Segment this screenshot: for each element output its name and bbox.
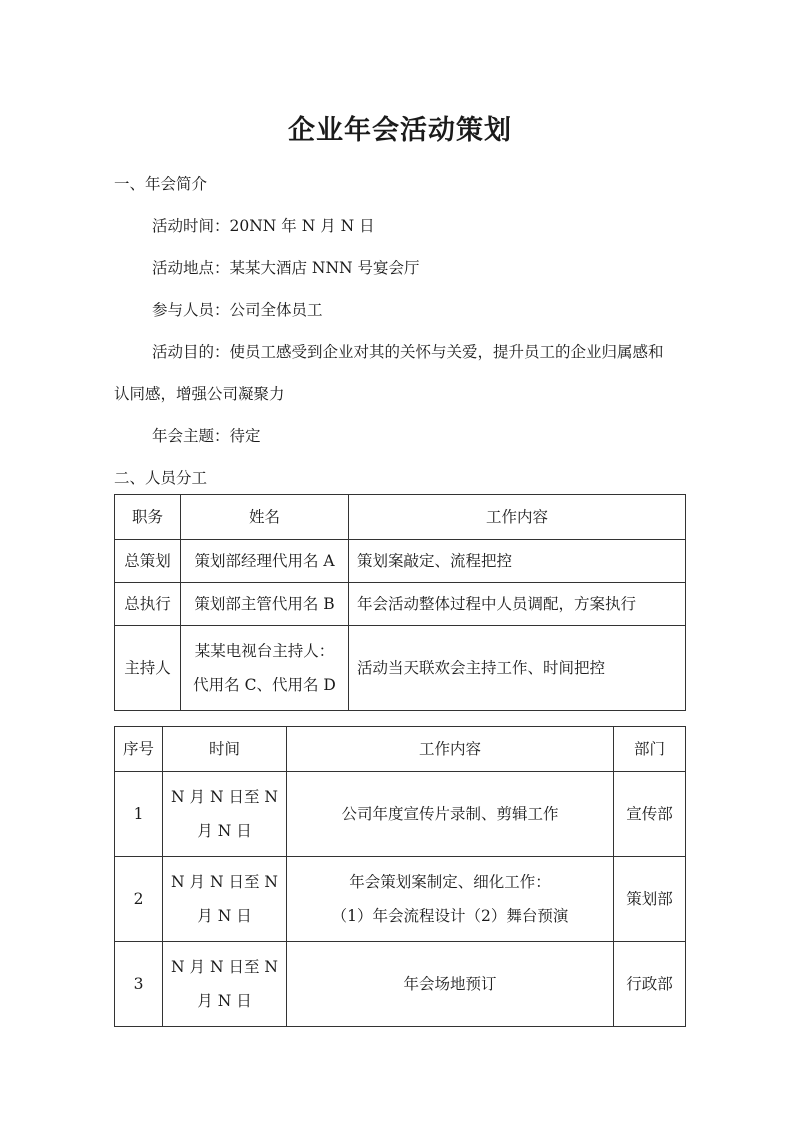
dept-cell: 宣传部 [614,772,686,857]
name-cell [181,626,349,711]
document-title: 企业年会活动策划 [288,115,512,146]
role-cell: 总策划 [115,540,181,583]
work-line: 年会场地预订 [403,975,497,993]
name-line: 代用名 C、代用名 D [193,676,336,694]
column-header-no: 序号 [115,727,163,772]
table-row [115,583,686,626]
work-cell [287,942,614,1027]
time-line: 月 N 日 [197,822,252,840]
activity-time: 活动时间：20NN 年 N 月 N 日 [152,217,375,235]
role-cell: 总执行 [115,583,181,626]
work-cell: 活动当天联欢会主持工作、时间把控 [349,626,686,711]
name-cell: 策划部经理代用名 A [181,540,349,583]
work-cell [287,772,614,857]
time-line: 月 N 日 [197,907,252,925]
dept-cell: 行政部 [614,942,686,1027]
table-row [115,857,686,942]
name-cell: 策划部主管代用名 B [181,583,349,626]
no-cell: 2 [115,857,163,942]
time-cell [163,772,287,857]
dept-cell: 策划部 [614,857,686,942]
work-cell [287,857,614,942]
work-line: 公司年度宣传片录制、剪辑工作 [341,805,559,823]
column-header-name: 姓名 [181,495,349,540]
work-line: 年会策划案制定、细化工作： [349,873,551,891]
table-row [115,540,686,583]
activity-purpose-line2: 认同感，增强公司凝聚力 [114,385,285,403]
schedule-table [114,726,686,1027]
role-cell: 主持人 [115,626,181,711]
time-line: 月 N 日 [197,992,252,1010]
work-line: （1）年会流程设计（2）舞台预演 [331,907,569,925]
time-line: N 月 N 日至 N [171,873,278,891]
table-row [115,942,686,1027]
column-header-role: 职务 [115,495,181,540]
activity-purpose-line1: 活动目的：使员工感受到企业对其的关怀与关爱，提升员工的企业归属感和 [152,343,664,361]
work-cell: 年会活动整体过程中人员调配，方案执行 [349,583,686,626]
column-header-dept: 部门 [614,727,686,772]
table-header-row [115,727,686,772]
column-header-work: 工作内容 [287,727,614,772]
time-cell [163,857,287,942]
no-cell: 1 [115,772,163,857]
column-header-work: 工作内容 [349,495,686,540]
table-row [115,772,686,857]
time-cell [163,942,287,1027]
table-row [115,626,686,711]
section-heading-intro: 一、年会简介 [114,175,208,193]
section-heading-staff: 二、人员分工 [114,469,208,487]
time-line: N 月 N 日至 N [171,788,278,806]
name-line: 某某电视台主持人： [194,642,335,660]
activity-theme: 年会主题：待定 [152,427,261,445]
work-cell: 策划案敲定、流程把控 [349,540,686,583]
table-header-row [115,495,686,540]
column-header-time: 时间 [163,727,287,772]
activity-place: 活动地点：某某大酒店 NNN 号宴会厅 [152,259,420,277]
time-line: N 月 N 日至 N [171,958,278,976]
staff-table [114,494,686,711]
no-cell: 3 [115,942,163,1027]
activity-participants: 参与人员：公司全体员工 [152,301,323,319]
